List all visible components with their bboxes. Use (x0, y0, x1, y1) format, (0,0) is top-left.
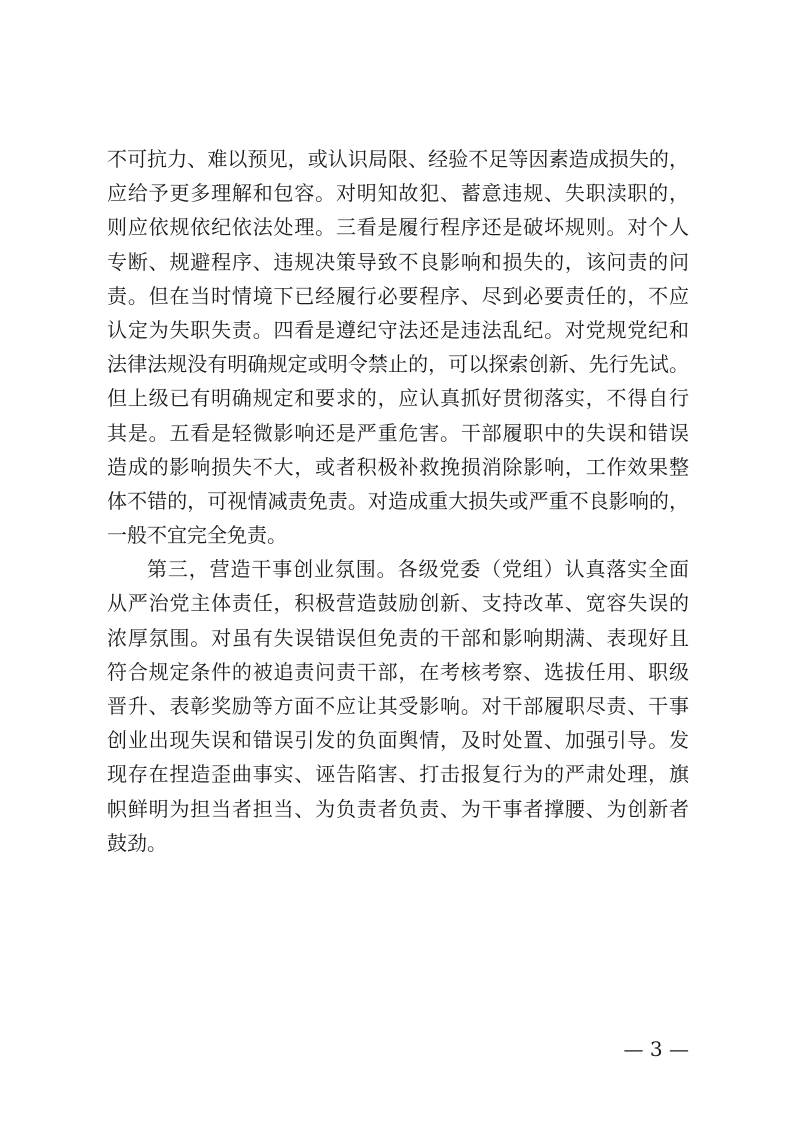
text-line: 则应依规依纪依法处理。三看是履行程序还是破坏规则。对个人 (107, 215, 689, 240)
text-line: 浓厚氛围。对虽有失误错误但免责的干部和影响期满、表现好且 (107, 625, 689, 650)
text-line: 认定为失职失责。四看是遵纪守法还是违法乱纪。对党规党纪和 (107, 317, 689, 342)
text-line: 专断、规避程序、违规决策导致不良影响和损失的，该问责的问 (107, 249, 689, 274)
text-line: 鼓劲。 (107, 830, 167, 855)
text-line: 一般不宜完全免责。 (107, 523, 287, 548)
text-line: 帜鲜明为担当者担当、为负责者负责、为干事者撑腰、为创新者 (107, 796, 689, 821)
text-line: 责。但在当时情境下已经履行必要程序、尽到必要责任的，不应 (107, 283, 689, 308)
text-line: 其是。五看是轻微影响还是严重危害。干部履职中的失误和错误 (107, 420, 689, 445)
text-line: 晋升、表彰奖励等方面不应让其受影响。对干部履职尽责、干事 (107, 694, 689, 718)
text-line: 创业出现失误和错误引发的负面舆情，及时处置、加强引导。发 (107, 728, 689, 753)
text-line: 体不错的，可视情减责免责。对造成重大损失或严重不良影响的， (107, 488, 689, 513)
text-line: 现存在捏造歪曲事实、诬告陷害、打击报复行为的严肃处理，旗 (107, 762, 689, 787)
page-number: — 3 — (623, 1037, 689, 1061)
text-line: 但上级已有明确规定和要求的，应认真抓好贯彻落实，不得自行 (107, 386, 689, 411)
paragraph-start-line: 第三，营造干事创业氛围。各级党委（党组）认真落实全面 (147, 557, 689, 582)
text-line: 从严治党主体责任，积极营造鼓励创新、支持改革、宽容失误的 (107, 591, 689, 616)
text-line: 应给予更多理解和包容。对明知故犯、蓄意违规、失职渎职的， (107, 181, 689, 206)
text-line: 法律法规没有明确规定或明令禁止的，可以探索创新、先行先试。 (107, 352, 689, 377)
body-text (107, 142, 689, 860)
text-line: 符合规定条件的被追责问责干部，在考核考察、选拔任用、职级 (107, 659, 689, 684)
text-line: 造成的影响损失不大，或者积极补救挽损消除影响，工作效果整 (107, 454, 689, 479)
text-line: 不可抗力、难以预见，或认识局限、经验不足等因素造成损失的， (107, 147, 689, 171)
